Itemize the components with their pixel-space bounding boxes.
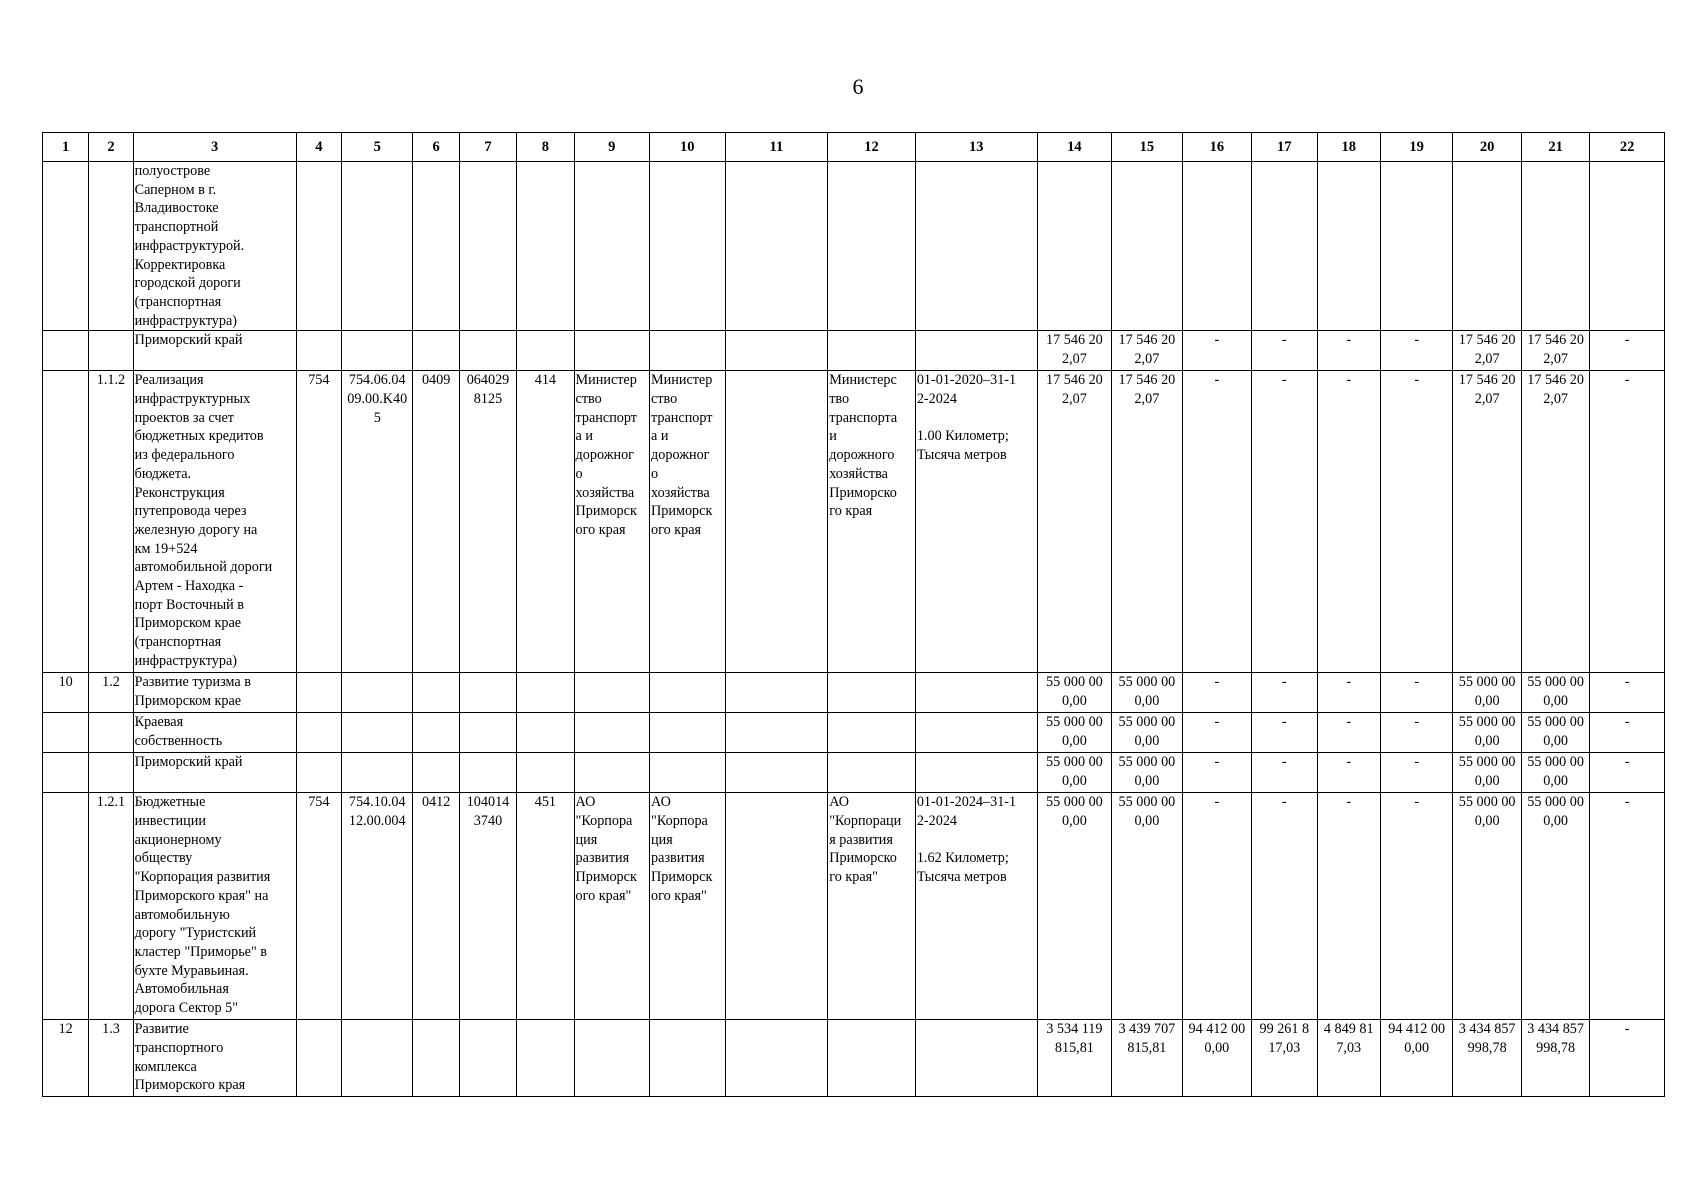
cell-col2: 1.1.2 xyxy=(89,371,133,673)
cell-col13 xyxy=(915,162,1037,331)
cell-col14: 55 000 00 0,00 xyxy=(1037,793,1112,1020)
cell-col21: 55 000 00 0,00 xyxy=(1521,753,1589,793)
cell-col22: - xyxy=(1590,713,1665,753)
cell-col11 xyxy=(725,673,828,713)
table-row xyxy=(43,1020,1665,1097)
cell-col17: - xyxy=(1252,331,1317,371)
cell-col14: 55 000 00 0,00 xyxy=(1037,673,1112,713)
cell-col19: - xyxy=(1380,753,1452,793)
column-header: 18 xyxy=(1317,133,1380,162)
cell-col17: - xyxy=(1252,713,1317,753)
cell-col21 xyxy=(1521,162,1589,331)
cell-col11 xyxy=(725,1020,828,1097)
cell-col5 xyxy=(342,713,413,753)
cell-col15: 55 000 00 0,00 xyxy=(1112,753,1182,793)
cell-col2: 1.2 xyxy=(89,673,133,713)
cell-col7: 104014 3740 xyxy=(459,793,516,1020)
cell-col14: 17 546 20 2,07 xyxy=(1037,371,1112,673)
cell-col16: 94 412 00 0,00 xyxy=(1182,1020,1251,1097)
cell-col2: 1.3 xyxy=(89,1020,133,1097)
column-header: 20 xyxy=(1453,133,1521,162)
cell-col10 xyxy=(650,713,726,753)
cell-col19: - xyxy=(1380,793,1452,1020)
cell-col15: 17 546 20 2,07 xyxy=(1112,371,1182,673)
table-row xyxy=(43,162,1665,331)
cell-col10 xyxy=(650,673,726,713)
cell-col15: 3 439 707 815,81 xyxy=(1112,1020,1182,1097)
column-header: 22 xyxy=(1590,133,1665,162)
column-header: 13 xyxy=(915,133,1037,162)
cell-col19: - xyxy=(1380,713,1452,753)
cell-col5 xyxy=(342,753,413,793)
cell-col18: - xyxy=(1317,331,1380,371)
cell-col6 xyxy=(413,713,459,753)
cell-col13: 01-01-2020–31-1 2-2024 1.00 Километр; Тысяча метров xyxy=(915,371,1037,673)
column-header: 21 xyxy=(1521,133,1589,162)
cell-col19: - xyxy=(1380,371,1452,673)
cell-col8: 451 xyxy=(517,793,574,1020)
cell-col8 xyxy=(517,331,574,371)
cell-col5 xyxy=(342,331,413,371)
cell-col7 xyxy=(459,162,516,331)
cell-col10: АО "Корпора ция развития Приморск ого края" xyxy=(650,793,726,1020)
cell-col11 xyxy=(725,331,828,371)
cell-col15: 17 546 20 2,07 xyxy=(1112,331,1182,371)
cell-col4 xyxy=(296,713,341,753)
column-header: 14 xyxy=(1037,133,1112,162)
cell-col1 xyxy=(43,753,89,793)
table-row xyxy=(43,793,1665,1020)
cell-col10 xyxy=(650,162,726,331)
cell-col2 xyxy=(89,331,133,371)
cell-col20: 55 000 00 0,00 xyxy=(1453,793,1521,1020)
cell-col12 xyxy=(828,713,916,753)
cell-col9 xyxy=(574,162,650,331)
cell-col12 xyxy=(828,331,916,371)
cell-col13 xyxy=(915,331,1037,371)
cell-col3: Развитие туризма в Приморском крае xyxy=(133,673,296,713)
column-header: 9 xyxy=(574,133,650,162)
table-row xyxy=(43,331,1665,371)
cell-col18: - xyxy=(1317,753,1380,793)
cell-col6: 0409 xyxy=(413,371,459,673)
column-header: 6 xyxy=(413,133,459,162)
column-header: 4 xyxy=(296,133,341,162)
cell-col16 xyxy=(1182,162,1251,331)
cell-col22: - xyxy=(1590,1020,1665,1097)
cell-col1 xyxy=(43,162,89,331)
cell-col20: 55 000 00 0,00 xyxy=(1453,713,1521,753)
column-header: 16 xyxy=(1182,133,1251,162)
cell-col10: Министер ство транспорт а и дорожног о хозяйства Приморск ого края xyxy=(650,371,726,673)
cell-col9 xyxy=(574,331,650,371)
cell-col21: 17 546 20 2,07 xyxy=(1521,371,1589,673)
column-header: 5 xyxy=(342,133,413,162)
cell-col11 xyxy=(725,162,828,331)
cell-col3: Бюджетные инвестиции акционерному обществу "Корпорация развития Приморского края" на автомобильную дорогу "Туристский кластер "Приморье" в бухте Муравьиная. Автомобильная дорога Сектор 5" xyxy=(133,793,296,1020)
cell-col5 xyxy=(342,673,413,713)
cell-col18: - xyxy=(1317,793,1380,1020)
cell-col1: 12 xyxy=(43,1020,89,1097)
cell-col18: - xyxy=(1317,371,1380,673)
cell-col11 xyxy=(725,713,828,753)
cell-col2: 1.2.1 xyxy=(89,793,133,1020)
cell-col15 xyxy=(1112,162,1182,331)
cell-col9 xyxy=(574,713,650,753)
cell-col20: 55 000 00 0,00 xyxy=(1453,753,1521,793)
cell-col6 xyxy=(413,1020,459,1097)
cell-col17: - xyxy=(1252,673,1317,713)
cell-col17: 99 261 8 17,03 xyxy=(1252,1020,1317,1097)
cell-col3: Приморский край xyxy=(133,331,296,371)
column-header: 7 xyxy=(459,133,516,162)
cell-col10 xyxy=(650,1020,726,1097)
cell-col6: 0412 xyxy=(413,793,459,1020)
cell-col7 xyxy=(459,331,516,371)
cell-col17: - xyxy=(1252,371,1317,673)
cell-col13: 01-01-2024–31-1 2-2024 1.62 Километр; Тысяча метров xyxy=(915,793,1037,1020)
cell-col20: 17 546 20 2,07 xyxy=(1453,331,1521,371)
cell-col14 xyxy=(1037,162,1112,331)
cell-col4 xyxy=(296,162,341,331)
cell-col14: 17 546 20 2,07 xyxy=(1037,331,1112,371)
cell-col12 xyxy=(828,1020,916,1097)
cell-col20 xyxy=(1453,162,1521,331)
cell-col13 xyxy=(915,1020,1037,1097)
cell-col13 xyxy=(915,713,1037,753)
cell-col16: - xyxy=(1182,793,1251,1020)
cell-col18 xyxy=(1317,162,1380,331)
cell-col7 xyxy=(459,753,516,793)
cell-col21: 55 000 00 0,00 xyxy=(1521,793,1589,1020)
table-row xyxy=(43,753,1665,793)
cell-col6 xyxy=(413,753,459,793)
cell-col3: Развитие транспортного комплекса Приморского края xyxy=(133,1020,296,1097)
cell-col4 xyxy=(296,1020,341,1097)
cell-col16: - xyxy=(1182,713,1251,753)
cell-col17: - xyxy=(1252,753,1317,793)
cell-col10 xyxy=(650,753,726,793)
cell-col22 xyxy=(1590,162,1665,331)
cell-col9 xyxy=(574,673,650,713)
cell-col16: - xyxy=(1182,673,1251,713)
table-header-row xyxy=(43,133,1665,162)
table-row xyxy=(43,673,1665,713)
cell-col1 xyxy=(43,371,89,673)
cell-col19: - xyxy=(1380,673,1452,713)
cell-col14: 55 000 00 0,00 xyxy=(1037,753,1112,793)
cell-col4 xyxy=(296,753,341,793)
cell-col1 xyxy=(43,331,89,371)
cell-col21: 55 000 00 0,00 xyxy=(1521,673,1589,713)
cell-col2 xyxy=(89,713,133,753)
cell-col20: 17 546 20 2,07 xyxy=(1453,371,1521,673)
cell-col20: 3 434 857 998,78 xyxy=(1453,1020,1521,1097)
cell-col16: - xyxy=(1182,331,1251,371)
cell-col14: 3 534 119 815,81 xyxy=(1037,1020,1112,1097)
cell-col12: АО "Корпораци я развития Приморско го края" xyxy=(828,793,916,1020)
cell-col5: 754.10.04 12.00.004 xyxy=(342,793,413,1020)
table-row xyxy=(43,713,1665,753)
cell-col22: - xyxy=(1590,793,1665,1020)
cell-col22: - xyxy=(1590,371,1665,673)
page-number: 6 xyxy=(852,74,864,99)
cell-col20: 55 000 00 0,00 xyxy=(1453,673,1521,713)
cell-col4: 754 xyxy=(296,793,341,1020)
cell-col13 xyxy=(915,673,1037,713)
cell-col13 xyxy=(915,753,1037,793)
cell-col2 xyxy=(89,753,133,793)
cell-col16: - xyxy=(1182,371,1251,673)
cell-col4: 754 xyxy=(296,371,341,673)
column-header: 1 xyxy=(43,133,89,162)
cell-col19: 94 412 00 0,00 xyxy=(1380,1020,1452,1097)
cell-col8 xyxy=(517,162,574,331)
cell-col18: - xyxy=(1317,673,1380,713)
cell-col7: 064029 8125 xyxy=(459,371,516,673)
cell-col22: - xyxy=(1590,753,1665,793)
cell-col5 xyxy=(342,162,413,331)
cell-col17: - xyxy=(1252,793,1317,1020)
cell-col12 xyxy=(828,162,916,331)
cell-col11 xyxy=(725,793,828,1020)
column-header: 10 xyxy=(650,133,726,162)
cell-col3: полуострове Саперном в г. Владивостоке транспортной инфраструктурой. Корректировка городской дороги (транспортная инфраструктура) xyxy=(133,162,296,331)
cell-col6 xyxy=(413,331,459,371)
cell-col8 xyxy=(517,1020,574,1097)
column-header: 3 xyxy=(133,133,296,162)
cell-col8 xyxy=(517,673,574,713)
cell-col17 xyxy=(1252,162,1317,331)
cell-col11 xyxy=(725,753,828,793)
cell-col1 xyxy=(43,713,89,753)
cell-col9: АО "Корпора ция развития Приморск ого края" xyxy=(574,793,650,1020)
cell-col22: - xyxy=(1590,331,1665,371)
cell-col4 xyxy=(296,331,341,371)
cell-col6 xyxy=(413,162,459,331)
cell-col16: - xyxy=(1182,753,1251,793)
cell-col9: Министер ство транспорт а и дорожног о хозяйства Приморск ого края xyxy=(574,371,650,673)
cell-col15: 55 000 00 0,00 xyxy=(1112,713,1182,753)
column-header: 19 xyxy=(1380,133,1452,162)
cell-col8: 414 xyxy=(517,371,574,673)
cell-col3: Краевая собственность xyxy=(133,713,296,753)
cell-col3: Реализация инфраструктурных проектов за счет бюджетных кредитов из федерального бюджета. Реконструкция путепровода через железную дорогу на км 19+524 автомобильной дороги Артем - Находка - порт Восточный в Приморском крае (транспортная инфраструктура) xyxy=(133,371,296,673)
cell-col3: Приморский край xyxy=(133,753,296,793)
cell-col15: 55 000 00 0,00 xyxy=(1112,793,1182,1020)
column-header: 11 xyxy=(725,133,828,162)
cell-col22: - xyxy=(1590,673,1665,713)
cell-col2 xyxy=(89,162,133,331)
cell-col4 xyxy=(296,673,341,713)
cell-col15: 55 000 00 0,00 xyxy=(1112,673,1182,713)
column-header: 15 xyxy=(1112,133,1182,162)
cell-col18: - xyxy=(1317,713,1380,753)
cell-col10 xyxy=(650,331,726,371)
cell-col11 xyxy=(725,371,828,673)
cell-col7 xyxy=(459,673,516,713)
column-header: 17 xyxy=(1252,133,1317,162)
cell-col9 xyxy=(574,753,650,793)
table-row xyxy=(43,371,1665,673)
cell-col12: Министерс тво транспорта и дорожного хозяйства Приморско го края xyxy=(828,371,916,673)
cell-col6 xyxy=(413,673,459,713)
column-header: 2 xyxy=(89,133,133,162)
cell-col5: 754.06.04 09.00.K40 5 xyxy=(342,371,413,673)
cell-col1 xyxy=(43,793,89,1020)
cell-col19: - xyxy=(1380,331,1452,371)
cell-col19 xyxy=(1380,162,1452,331)
cell-col18: 4 849 81 7,03 xyxy=(1317,1020,1380,1097)
cell-col7 xyxy=(459,713,516,753)
column-header: 12 xyxy=(828,133,916,162)
cell-col14: 55 000 00 0,00 xyxy=(1037,713,1112,753)
cell-col12 xyxy=(828,753,916,793)
cell-col8 xyxy=(517,713,574,753)
cell-col1: 10 xyxy=(43,673,89,713)
cell-col21: 17 546 20 2,07 xyxy=(1521,331,1589,371)
cell-col21: 55 000 00 0,00 xyxy=(1521,713,1589,753)
cell-col5 xyxy=(342,1020,413,1097)
cell-col8 xyxy=(517,753,574,793)
cell-col12 xyxy=(828,673,916,713)
budget-table xyxy=(42,132,1665,1097)
cell-col9 xyxy=(574,1020,650,1097)
cell-col7 xyxy=(459,1020,516,1097)
column-header: 8 xyxy=(517,133,574,162)
cell-col21: 3 434 857 998,78 xyxy=(1521,1020,1589,1097)
